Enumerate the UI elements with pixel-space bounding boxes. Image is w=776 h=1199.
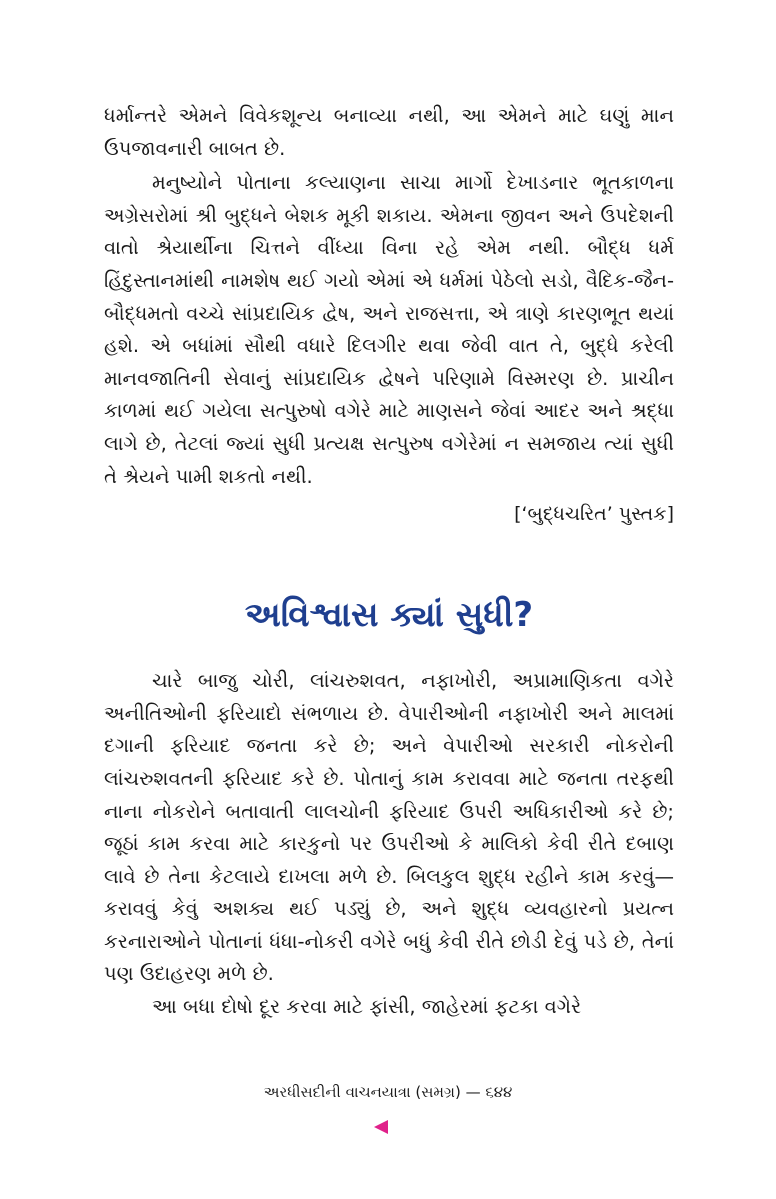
paragraph-remedies: આ બધા દોષો દૂર કરવા માટે ફાંસી, જાહેરમાં ફટકા વગેરે [152,995,582,1019]
page-footer: અરધીસદીની વાચનયાત્રા (સમગ્ર) — ૬૪૪ [263,1083,513,1101]
source-citation: [‘બુદ્ધચરિત’ પુસ્તક] [514,503,674,526]
paragraph-complaints: ચારે બાજુ ચોરી, લાંચરુશવત, નફાખોરી, અપ્રામાણિકતા વગેરે અનીતિઓની ફરિયાદો સંભળાય છે. વેપારીઓની નફાખોરી અને માલમાં દગાની ફરિયાદ જનતા કરે છે; અને વેપારીઓ સરકારી નોકરોની લાંચરુશવતની ફરિયાદ કરે છે. પોતાનું કામ કરાવવા માટે જનતા તરફથી નાના નોકરોને બતાવાતી લાલચોની ફરિયાદ ઉપરી અધિકારીઓ કરે છે; જૂઠાં કામ કરવા માટે કારકુનો પર ઉપરીઓ કે માલિકો કેવી રીતે દબાણ લાવે છે તેના કેટલાયે દાખલા મળે છે. બિલકુલ શુદ્ધ રહીને કામ કરવું—કરાવવું કેવું અશક્ય થઈ પડ્યું છે, અને શુદ્ધ વ્યવહારનો પ્રયત્ન કરનારાઓને પોતાનાં ધંધા-નોકરી વગેરે બધું કેવી રીતે છોડી દેવું પડે છે, તેનાં પણ ઉદાહરણ મળે છે. [104,669,674,986]
page-content [104,100,674,1024]
section-heading: અવિશ્વાસ ક્યાં સુધી? [244,595,534,636]
paragraph-buddha: મનુષ્યોને પોતાના કલ્યાણના સાચા માર્ગો દેખાડનાર ભૂતકાળના અગ્રેસરોમાં શ્રી બુદ્ધને બેશક મૂકી શકાય. એમના જીવન અને ઉપદેશની વાતો શ્રેયાર્થીના ચિત્તને વીંધ્યા વિના રહે એમ નથી. બૌદ્ધ ધર્મ હિંદુસ્તાનમાંથી નામશેષ થઈ ગયો એમાં એ ધર્મમાં પેઠેલો સડો, વૈદિક-જૈન-બૌદ્ધમતો વચ્ચે સાંપ્રદાયિક દ્વેષ, અને રાજસત્તા, એ ત્રાણે કારણભૂત થયાં હશે. એ બધાંમાં સૌથી વધારે દિલગીર થવા જેવી વાત તે, બુદ્ધે કરેલી માનવજાતિની સેવાનું સાંપ્રદાયિક દ્વેષને પરિણામે વિસ્મરણ છે. પ્રાચીન કાળમાં થઈ ગયેલા સત્પુરુષો વગેરે માટે માણસને જેવાં આદર અને શ્રદ્ધા લાગે છે, તેટલાં જ્યાં સુધી પ્રત્યક્ષ સત્પુરુષ વગેરેમાં ન સમજાય ત્યાં સુધી તે શ્રેયને પામી શકતો નથી. [104,171,674,488]
paragraph-continuation: ધર્માન્તરે એમને વિવેકશૂન્ય બનાવ્યા નથી, આ એમને માટે ઘણું માન ઉપજાવનારી બાબત છે. [104,104,674,160]
triangle-left-icon[interactable] [374,1120,388,1134]
